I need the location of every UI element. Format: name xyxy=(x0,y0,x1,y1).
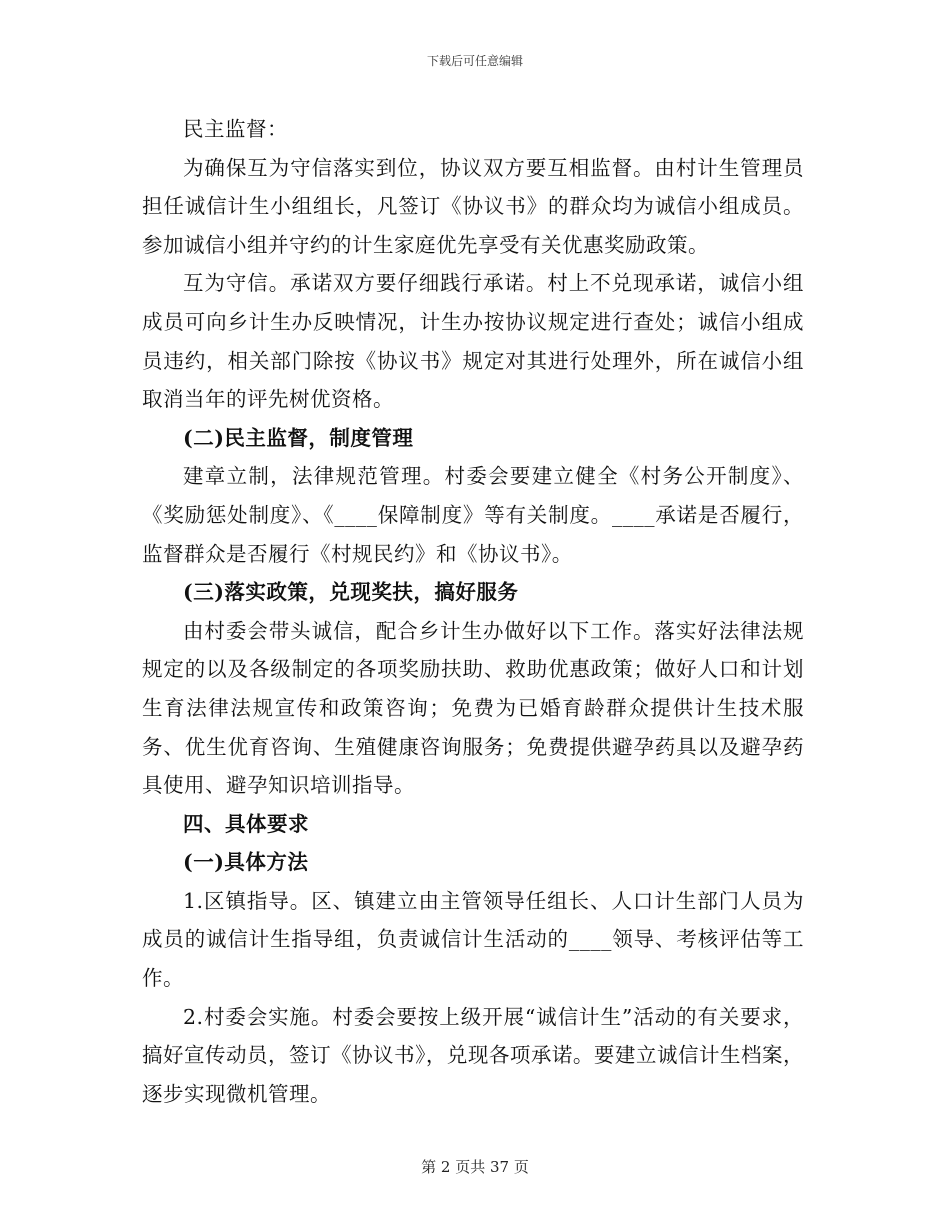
page-header-note: 下载后可任意编辑 xyxy=(426,54,523,68)
paragraph: 由村委会带头诚信，配合乡计生办做好以下工作。落实好法律法规规定的以及各级制定的各项奖励扶助、救助优惠政策；做好人口和计划生育法律法规宣传和政策咨询；免费为已婚育龄群众提供计生技术服务、优生优育咨询、生殖健康咨询服务；免费提供避孕药具以及避孕药具使用、避孕知识培训指导。 xyxy=(142,618,804,798)
paragraph: 建章立制，法律规范管理。村委会要建立健全《村务公开制度》、《奖励惩处制度》、《____保障制度》等有关制度。____承诺是否履行，监督群众是否履行《村规民约》和《协议书》。 xyxy=(142,464,804,566)
page-number-footer: 第 2 页共 37 页 xyxy=(421,1158,529,1176)
paragraph: 1.区镇指导。区、镇建立由主管领导任组长、人口计生部门人员为成员的诚信计生指导组，负责诚信计生活动的____领导、考核评估等工作。 xyxy=(142,888,804,991)
document-body xyxy=(142,110,804,1113)
paragraph: 2.村委会实施。村委会要按上级开展“诚信计生”活动的有关要求，搞好宣传动员，签订《协议书》，兑现各项承诺。要建立诚信计生档案，逐步实现微机管理。 xyxy=(142,1004,804,1106)
paragraph: 为确保互为守信落实到位，协议双方要互相监督。由村计生管理员担任诚信计生小组组长，凡签订《协议书》的群众均为诚信小组成员。参加诚信小组并守约的计生家庭优先享受有关优惠奖励政策。 xyxy=(142,155,804,257)
section-heading: (三)落实政策，兑现奖扶，搞好服务 xyxy=(183,580,519,605)
paragraph: 互为守信。承诺双方要仔细践行承诺。村上不兑现承诺，诚信小组成员可向乡计生办反映情况，计生办按协议规定进行查处；诚信小组成员违约，相关部门除按《协议书》规定对其进行处理外，所在诚信小组取消当年的评先树优资格。 xyxy=(142,271,804,412)
section-heading: (一)具体方法 xyxy=(183,850,309,875)
section-heading: (二)民主监督，制度管理 xyxy=(183,425,414,450)
paragraph: 民主监督： xyxy=(183,117,288,141)
section-heading: 四、具体要求 xyxy=(183,811,309,836)
